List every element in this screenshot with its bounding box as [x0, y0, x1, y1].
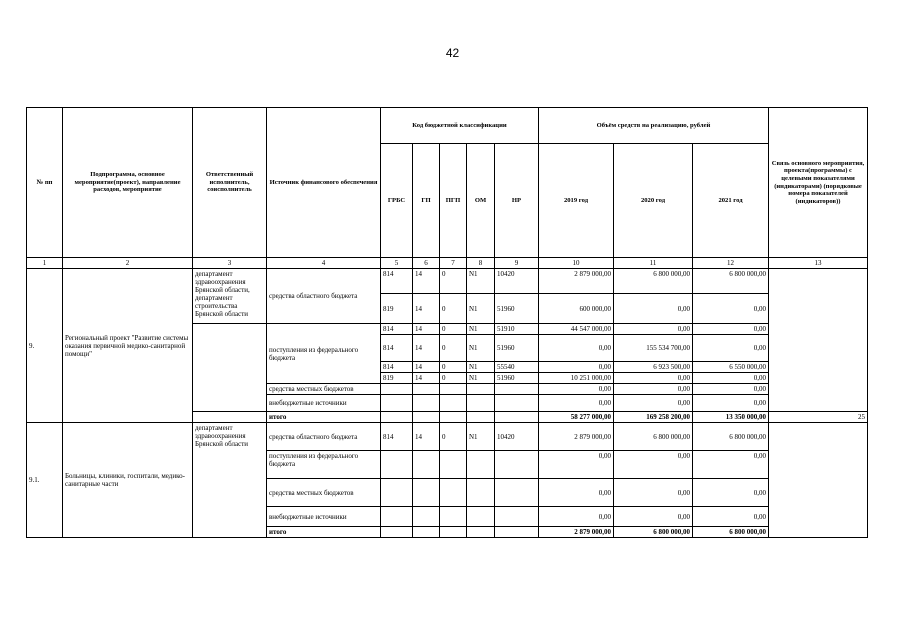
section-91-total-2021: 6 800 000,00: [693, 527, 769, 538]
col-number: 12: [693, 258, 769, 269]
cell-nr: 51910: [495, 324, 539, 335]
cell-2021: 0,00: [693, 335, 769, 362]
section-91-source-regional: средства областного бюджета: [267, 423, 381, 451]
section-9-executor-2: департамент строительства Брянской области: [195, 294, 249, 319]
cell-empty: [381, 451, 413, 479]
col-number: 9: [495, 258, 539, 269]
cell-empty: [413, 384, 440, 395]
section-9-total-label: итого: [267, 412, 381, 423]
col-number: 8: [467, 258, 495, 269]
cell-2019: 0,00: [539, 384, 614, 395]
header-gp: ГП: [413, 144, 440, 258]
cell-nr: 10420: [495, 423, 539, 451]
section-91-source-extra: внебюджетные источники: [267, 507, 381, 527]
cell-2019: 0,00: [539, 335, 614, 362]
header-subprogram: Подпрограмма, основное мероприятие(проект), направление расходов, мероприятие: [63, 108, 193, 258]
cell-gp: 14: [413, 335, 440, 362]
cell-2020: 6 800 000,00: [614, 423, 693, 451]
cell-2019: 0,00: [539, 451, 614, 479]
section-91-num: 9.1.: [27, 423, 63, 538]
page-number: 42: [445, 46, 460, 60]
col-number: 2: [63, 258, 193, 269]
cell-2020: 6 800 000,00: [614, 269, 693, 294]
section-9-source-regional: средства областного бюджета: [267, 269, 381, 324]
cell-om: N1: [467, 294, 495, 324]
cell-nr: 51960: [495, 294, 539, 324]
section-9-link-value: 25: [769, 412, 868, 423]
cell-2021: 6 800 000,00: [693, 423, 769, 451]
cell-2021: 0,00: [693, 395, 769, 412]
header-om: ОМ: [467, 144, 495, 258]
cell-pgp: 0: [440, 335, 467, 362]
cell-2021: 6 800 000,00: [693, 269, 769, 294]
cell-pgp: 0: [440, 294, 467, 324]
cell-empty: [381, 507, 413, 527]
section-91-total-label: итого: [267, 527, 381, 538]
cell-grbs: 814: [381, 335, 413, 362]
cell-2020: 0,00: [614, 395, 693, 412]
col-number: 13: [769, 258, 868, 269]
col-number: 3: [193, 258, 267, 269]
cell-empty: [381, 395, 413, 412]
cell-grbs: 814: [381, 269, 413, 294]
header-grbs: ГРБС: [381, 144, 413, 258]
cell-om: N1: [467, 362, 495, 373]
section-91-total-2020: 6 800 000,00: [614, 527, 693, 538]
cell-empty: [413, 395, 440, 412]
cell-empty: [467, 451, 495, 479]
header-2021: 2021 год: [693, 144, 769, 258]
col-number: 6: [413, 258, 440, 269]
header-source: Источник финансового обеспечения: [267, 108, 381, 258]
cell-pgp: 0: [440, 362, 467, 373]
header-volume: Объём средств на реализацию, рублей: [539, 108, 769, 144]
cell-2019: 10 251 000,00: [539, 373, 614, 384]
cell-empty: [495, 412, 539, 423]
cell-gp: 14: [413, 362, 440, 373]
cell-2021: 0,00: [693, 294, 769, 324]
section-9-total-2020: 169 258 200,00: [614, 412, 693, 423]
cell-om: N1: [467, 335, 495, 362]
cell-grbs: 814: [381, 362, 413, 373]
budget-table: [26, 107, 868, 538]
cell-2020: 6 923 500,00: [614, 362, 693, 373]
cell-pgp: 0: [440, 373, 467, 384]
cell-2020: 0,00: [614, 479, 693, 507]
col-number: 11: [614, 258, 693, 269]
cell-2020: 0,00: [614, 373, 693, 384]
section-9-link-empty: [769, 269, 868, 412]
col-number: 7: [440, 258, 467, 269]
section-91-link-empty: [769, 423, 868, 538]
cell-grbs: 814: [381, 423, 413, 451]
section-9-executor: [193, 269, 267, 324]
cell-2019: 0,00: [539, 507, 614, 527]
col-number: 1: [27, 258, 63, 269]
cell-pgp: 0: [440, 423, 467, 451]
cell-2020: 0,00: [614, 451, 693, 479]
section-9-source-extra: внебюджетные источники: [267, 395, 381, 412]
cell-empty: [495, 479, 539, 507]
table-row: [27, 423, 868, 451]
section-9-total-2019: 58 277 000,00: [539, 412, 614, 423]
cell-empty: [440, 395, 467, 412]
cell-empty: [467, 412, 495, 423]
cell-empty: [467, 395, 495, 412]
cell-2020: 0,00: [614, 507, 693, 527]
col-number: 10: [539, 258, 614, 269]
cell-empty: [440, 479, 467, 507]
cell-2019: 0,00: [539, 479, 614, 507]
cell-empty: [467, 479, 495, 507]
cell-2019: 600 000,00: [539, 294, 614, 324]
cell-gp: 14: [413, 423, 440, 451]
cell-nr: 51960: [495, 335, 539, 362]
cell-2019: 44 547 000,00: [539, 324, 614, 335]
cell-2021: 0,00: [693, 324, 769, 335]
cell-empty: [467, 384, 495, 395]
cell-2020: 0,00: [614, 294, 693, 324]
cell-empty: [440, 507, 467, 527]
cell-om: N1: [467, 373, 495, 384]
cell-2020: 155 534 700,00: [614, 335, 693, 362]
cell-gp: 14: [413, 324, 440, 335]
cell-empty: [440, 384, 467, 395]
cell-empty: [495, 395, 539, 412]
cell-2021: 0,00: [693, 507, 769, 527]
col-number: 5: [381, 258, 413, 269]
column-number-row: [27, 258, 868, 269]
cell-2021: 0,00: [693, 373, 769, 384]
cell-om: N1: [467, 423, 495, 451]
cell-empty: [413, 451, 440, 479]
cell-empty: [495, 507, 539, 527]
cell-om: N1: [467, 324, 495, 335]
cell-nr: 55540: [495, 362, 539, 373]
cell-2020: 0,00: [614, 384, 693, 395]
cell-gp: 14: [413, 269, 440, 294]
cell-2019: 0,00: [539, 395, 614, 412]
cell-grbs: 814: [381, 324, 413, 335]
cell-gp: 14: [413, 373, 440, 384]
section-9-name: Региональный проект "Развитие системы оказания первичной медико-санитарной помощи": [63, 269, 193, 423]
section-9-num: 9.: [27, 269, 63, 423]
header-nr: НР: [495, 144, 539, 258]
section-91-name: Больницы, клиники, госпитали, медико-санитарные части: [63, 423, 193, 538]
section-9-total-2021: 13 350 000,00: [693, 412, 769, 423]
cell-grbs: 819: [381, 294, 413, 324]
cell-2021: 0,00: [693, 384, 769, 395]
section-9-source-federal: поступления из федерального бюджета: [267, 324, 381, 384]
cell-empty: [440, 527, 467, 538]
cell-empty: [381, 527, 413, 538]
table-row: [27, 269, 868, 294]
section-9-executor-1: департамент здравоохранения Брянской области,: [195, 270, 250, 295]
cell-2020: 0,00: [614, 324, 693, 335]
cell-om: N1: [467, 269, 495, 294]
cell-empty: [467, 527, 495, 538]
cell-empty: [495, 451, 539, 479]
header-2020: 2020 год: [614, 144, 693, 258]
header-num: № пп: [27, 108, 63, 258]
section-91-source-local: средства местных бюджетов: [267, 479, 381, 507]
cell-empty: [413, 479, 440, 507]
cell-2021: 0,00: [693, 451, 769, 479]
cell-empty: [467, 507, 495, 527]
cell-2021: 6 550 000,00: [693, 362, 769, 373]
cell-pgp: 0: [440, 269, 467, 294]
cell-empty: [495, 384, 539, 395]
section-91-source-federal: поступления из федерального бюджета: [267, 451, 381, 479]
header-row-1: [27, 108, 868, 144]
cell-empty: [193, 412, 267, 423]
header-2019: 2019 год: [539, 144, 614, 258]
cell-2019: 0,00: [539, 362, 614, 373]
cell-nr: 51960: [495, 373, 539, 384]
cell-empty: [495, 527, 539, 538]
cell-2019: 2 879 000,00: [539, 269, 614, 294]
header-executor: Ответственный исполнитель, соисполнитель: [193, 108, 267, 258]
cell-empty: [440, 451, 467, 479]
header-link: Связь основного мероприятия, проекта(программы) с целевыми показателями (индикаторами) (порядковые номера показателей (индикаторов)): [769, 108, 868, 258]
cell-empty: [440, 412, 467, 423]
cell-empty: [413, 412, 440, 423]
col-number: 4: [267, 258, 381, 269]
cell-empty: [381, 384, 413, 395]
header-budget-class: Код бюджетной классификации: [381, 108, 539, 144]
cell-empty: [413, 507, 440, 527]
header-pgp: ПГП: [440, 144, 467, 258]
cell-2019: 2 879 000,00: [539, 423, 614, 451]
cell-gp: 14: [413, 294, 440, 324]
cell-2021: 0,00: [693, 479, 769, 507]
cell-empty: [413, 527, 440, 538]
section-9-executor-empty: [193, 324, 267, 412]
cell-grbs: 819: [381, 373, 413, 384]
cell-empty: [381, 479, 413, 507]
cell-nr: 10420: [495, 269, 539, 294]
section-9-source-local: средства местных бюджетов: [267, 384, 381, 395]
section-91-total-2019: 2 879 000,00: [539, 527, 614, 538]
cell-empty: [381, 412, 413, 423]
section-91-executor: департамент здравоохранения Брянской области: [193, 423, 267, 538]
cell-pgp: 0: [440, 324, 467, 335]
